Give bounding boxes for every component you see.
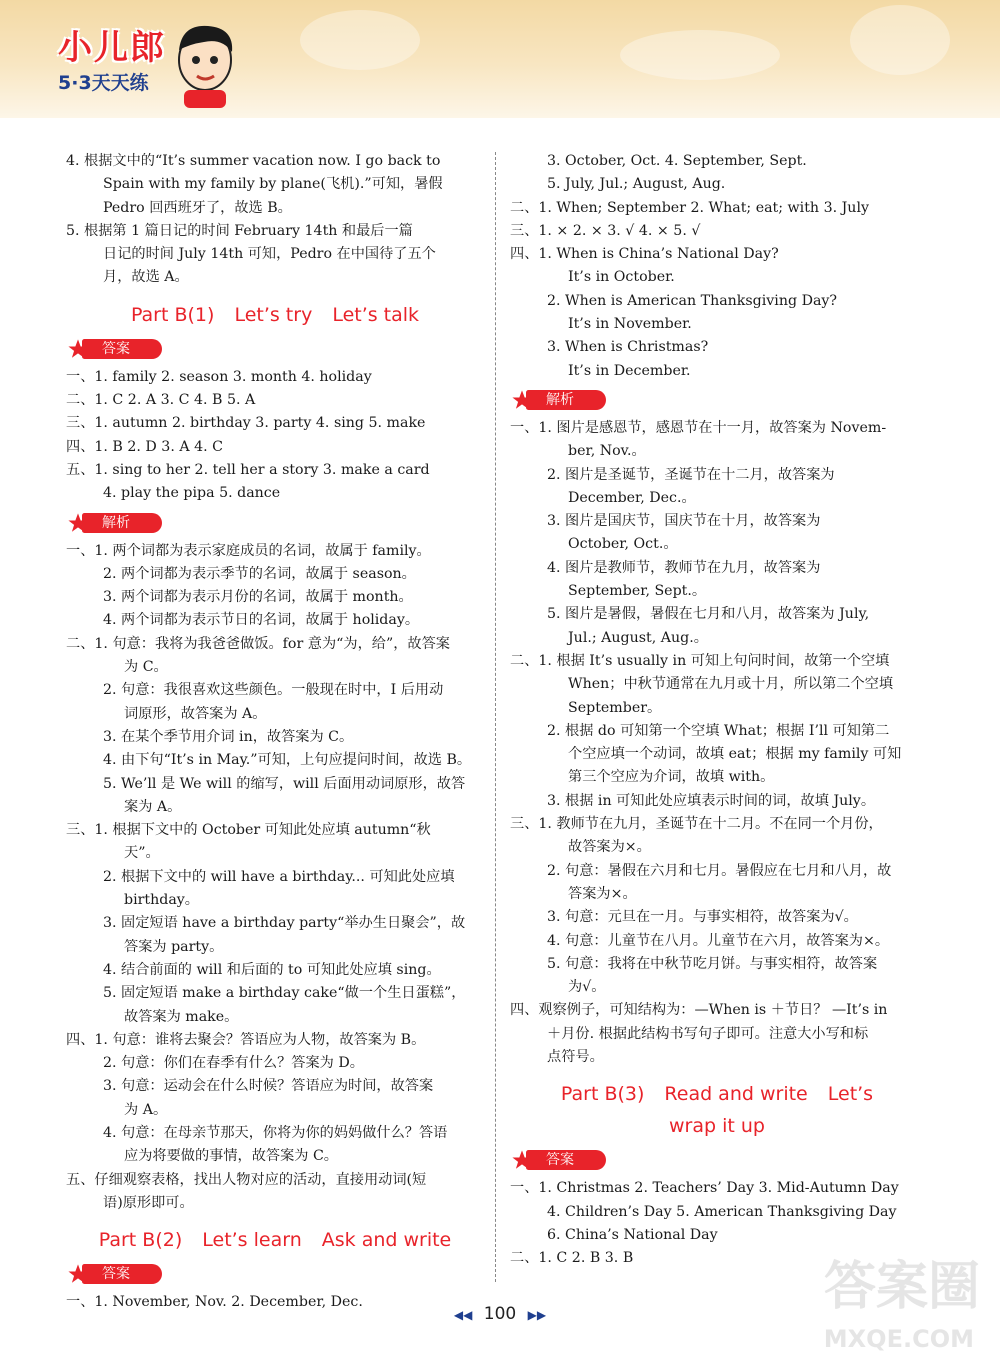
page-number: 100 (483, 1304, 517, 1324)
text-line: 3. When is Christmas? (547, 339, 709, 356)
section-heading-part: Let’s (827, 1083, 874, 1106)
section-heading-part: wrap it up (669, 1115, 765, 1138)
text-line: 5. 固定短语 make a birthday cake“做一个生日蛋糕”， (103, 985, 466, 1002)
text-line: Pedro 回西班牙了，故选 B。 (103, 199, 292, 216)
tag-label: 解析 (82, 513, 162, 533)
text-line: 一、1. family 2. season 3. month 4. holiday (66, 368, 372, 385)
left-column (66, 150, 484, 1314)
text-line: 为 A。 (124, 1101, 168, 1118)
text-line: 2. 句意：我很喜欢这些颜色。一般现在时中，I 后用动 (103, 682, 444, 699)
right-column (510, 150, 924, 1270)
text-line: 4. 由下句“It’s in May.”可知，上句应提问时间，故选 B。 (103, 752, 472, 769)
text-line: It’s in October. (568, 269, 675, 286)
text-line: 五、仔细观察表格，找出人物对应的活动，直接用动词(短 (66, 1171, 427, 1188)
section-heading-part: Let’s talk (332, 303, 420, 326)
text-line: 四、1. B 2. D 3. A 4. C (66, 438, 223, 455)
text-line: 故答案为×。 (568, 839, 651, 856)
section-heading-part: Part B(3) (560, 1083, 645, 1106)
watermark-url: MXQE.COM (823, 1325, 974, 1353)
text-line: 天”。 (124, 845, 160, 862)
text-line: September, Sept.。 (568, 583, 707, 600)
text-line: 3. 固定短语 have a birthday party“举办生日聚会”，故 (103, 915, 466, 932)
text-line: 案为 A。 (124, 798, 182, 815)
text-line: 5. 图片是暑假，暑假在七月和八月，故答案为 July, (547, 606, 870, 623)
header-banner (0, 0, 1000, 118)
text-line: 三、1. 教师节在九月，圣诞节在十二月。不在同一个月份， (510, 816, 883, 833)
text-line: 二、1. 句意：我将为我爸爸做饭。for 意为“为，给”，故答案 (66, 635, 450, 652)
text-line: ber, Nov.。 (568, 443, 646, 460)
text-line: 4. 根据文中的“It’s summer vacation now. I go back to (66, 153, 441, 169)
text-line: 3. 图片是国庆节，国庆节在十月，故答案为 (547, 513, 821, 530)
answer-tag (510, 1147, 924, 1173)
tag-label: 解析 (526, 390, 606, 410)
text-line: 三、1. × 2. × 3. √ 4. × 5. √ (510, 222, 701, 239)
text-line: 五、1. sing to her 2. tell her a story 3. make a card (66, 461, 430, 478)
text-line: 5. We’ll 是 We will 的缩写，will 后面用动词原形，故答 (103, 775, 466, 792)
text-line: 4. play the pipa 5. dance (103, 485, 281, 502)
section-heading-part: Read and write (664, 1083, 808, 1106)
tag-label: 答案 (526, 1150, 606, 1170)
text-line: 一、1. 两个词都为表示家庭成员的名词，故属于 family。 (66, 542, 431, 559)
text-line: 词原形，故答案为 A。 (124, 705, 267, 722)
brand-logo (58, 20, 238, 110)
text-line: 2. 句意：你们在春季有什么？答案为 D。 (103, 1055, 364, 1072)
answer-tag (66, 336, 484, 362)
text-line: 答案为×。 (568, 885, 637, 902)
text-line: 5. July, Jul.; August, Aug. (547, 176, 726, 193)
next-arrows-icon: ▶▶ (527, 1308, 547, 1322)
text-line: 四、1. 句意：谁将去聚会？答语应为人物，故答案为 B。 (66, 1031, 426, 1048)
text-line: 5. 句意：我将在中秋节吃月饼。与事实相符，故答案 (547, 955, 878, 972)
text-line: 语)原形即可。 (103, 1194, 194, 1211)
text-line: 3. 根据 in 可知此处应填表示时间的词，故填 July。 (547, 792, 876, 809)
text-line: 4. 两个词都为表示节日的名词，故属于 holiday。 (103, 612, 420, 629)
text-line: Jul.; August, Aug.。 (568, 629, 708, 646)
text-line: 三、1. 根据下文中的 October 可知此处应填 autumn“秋 (66, 822, 431, 839)
text-line: 4. 图片是教师节，教师节在九月，故答案为 (547, 559, 821, 576)
text-line: 4. 句意：儿童节在八月。儿童节在六月，故答案为×。 (547, 932, 890, 949)
text-line: Spain with my family by plane(飞机).”可知，暑假 (103, 176, 443, 193)
logo-title: 小儿郎 (58, 28, 166, 68)
text-line: birthday。 (124, 892, 199, 909)
section-heading-part: Let’s learn (202, 1229, 302, 1252)
text-line: 3. October, Oct. 4. September, Sept. (547, 153, 807, 169)
text-line: 3. 句意：元旦在一月。与事实相符，故答案为√。 (547, 909, 858, 926)
text-line: 3. 在某个季节用介词 in，故答案为 C。 (103, 728, 354, 745)
text-line: 2. 根据 do 可知第一个空填 What；根据 I’ll 可知第二 (547, 722, 890, 739)
text-line: 为 C。 (124, 659, 168, 676)
text-line: ＋月份. 根据此结构书写句子即可。注意大小写和标 (547, 1025, 869, 1042)
text-line: 2. 两个词都为表示季节的名词，故属于 season。 (103, 565, 416, 582)
tag-label: 答案 (82, 339, 162, 359)
section-heading (66, 300, 484, 330)
text-line: 一、1. November, Nov. 2. December, Dec. (66, 1294, 363, 1311)
text-line: 个空应填一个动词，故填 eat；根据 my family 可知 (568, 746, 902, 763)
text-line: 4. Children’s Day 5. American Thanksgiving Day (547, 1203, 897, 1220)
text-line: 日记的时间 July 14th 可知，Pedro 在中国待了五个 (103, 246, 436, 263)
text-line: 答案为 party。 (124, 938, 224, 955)
text-line: 二、1. C 2. A 3. C 4. B 5. A (66, 392, 256, 409)
logo-subtitle: 5·3天天练 (58, 72, 149, 94)
text-line: 一、1. Christmas 2. Teachers’ Day 3. Mid-Autumn Day (510, 1180, 899, 1197)
text-line: 2. When is American Thanksgiving Day? (547, 292, 838, 309)
text-line: 应为将要做的事情，故答案为 C。 (124, 1148, 338, 1165)
text-line: 4. 句意：在母亲节那天，你将为你的妈妈做什么？答语 (103, 1124, 448, 1141)
text-line: 4. 结合前面的 will 和后面的 to 可知此处应填 sing。 (103, 961, 441, 978)
text-line: September。 (568, 699, 662, 716)
section-heading (66, 1225, 484, 1255)
text-line: 点符号。 (547, 1048, 604, 1065)
text-line: October, Oct.。 (568, 536, 678, 553)
text-line: 四、1. When is China’s National Day? (510, 246, 779, 263)
text-line: 5. 根据第 1 篇日记的时间 February 14th 和最后一篇 (66, 222, 413, 239)
answer-tag (66, 510, 484, 536)
text-line: 二、1. 根据 It’s usually in 可知上句问时间，故第一个空填 (510, 652, 890, 669)
column-divider (495, 152, 496, 1282)
text-line: It’s in November. (568, 316, 692, 333)
text-line: 2. 根据下文中的 will have a birthday... 可知此处应填 (103, 868, 455, 885)
text-line: 二、1. When; September 2. What; eat; with 3. July (510, 199, 869, 216)
text-line: 3. 句意：运动会在什么时候？答语应为时间，故答案 (103, 1078, 434, 1095)
prev-arrows-icon: ◀◀ (453, 1308, 473, 1322)
section-heading-part: Ask and write (321, 1229, 452, 1252)
answer-tag (510, 387, 924, 413)
answer-tag (66, 1261, 484, 1287)
text-line: 为√。 (568, 979, 606, 996)
text-line: 6. China’s National Day (547, 1226, 718, 1243)
text-line: When；中秋节通常在九月或十月，所以第二个空填 (568, 676, 894, 693)
text-line: 二、1. C 2. B 3. B (510, 1250, 634, 1267)
watermark-logo-text: 答案圈 (823, 1257, 980, 1317)
text-line: 三、1. autumn 2. birthday 3. party 4. sing 5. make (66, 415, 426, 432)
text-line: December, Dec.。 (568, 489, 696, 506)
text-line: 第三个空应为介词，故填 with。 (568, 769, 775, 786)
text-line: 2. 句意：暑假在六月和七月。暑假应在七月和八月，故 (547, 862, 892, 879)
text-line: 故答案为 make。 (124, 1008, 239, 1025)
mascot-boy-icon (170, 20, 240, 110)
section-heading (510, 1079, 924, 1109)
text-line: 月，故选 A。 (103, 269, 189, 286)
section-heading-part: Part B(1) (130, 303, 215, 326)
tag-label: 答案 (82, 1264, 162, 1284)
section-heading-part: Part B(2) (98, 1229, 183, 1252)
text-line: 一、1. 图片是感恩节，感恩节在十一月，故答案为 Novem- (510, 419, 887, 436)
text-line: 四、观察例子，可知结构为：—When is ＋节日？ —It’s in (510, 1002, 888, 1019)
text-line: 3. 两个词都为表示月份的名词，故属于 month。 (103, 589, 413, 606)
section-heading-part: Let’s try (234, 303, 313, 326)
section-heading (510, 1111, 924, 1141)
text-line: It’s in December. (568, 362, 691, 379)
text-line: 2. 图片是圣诞节，圣诞节在十二月，故答案为 (547, 466, 835, 483)
